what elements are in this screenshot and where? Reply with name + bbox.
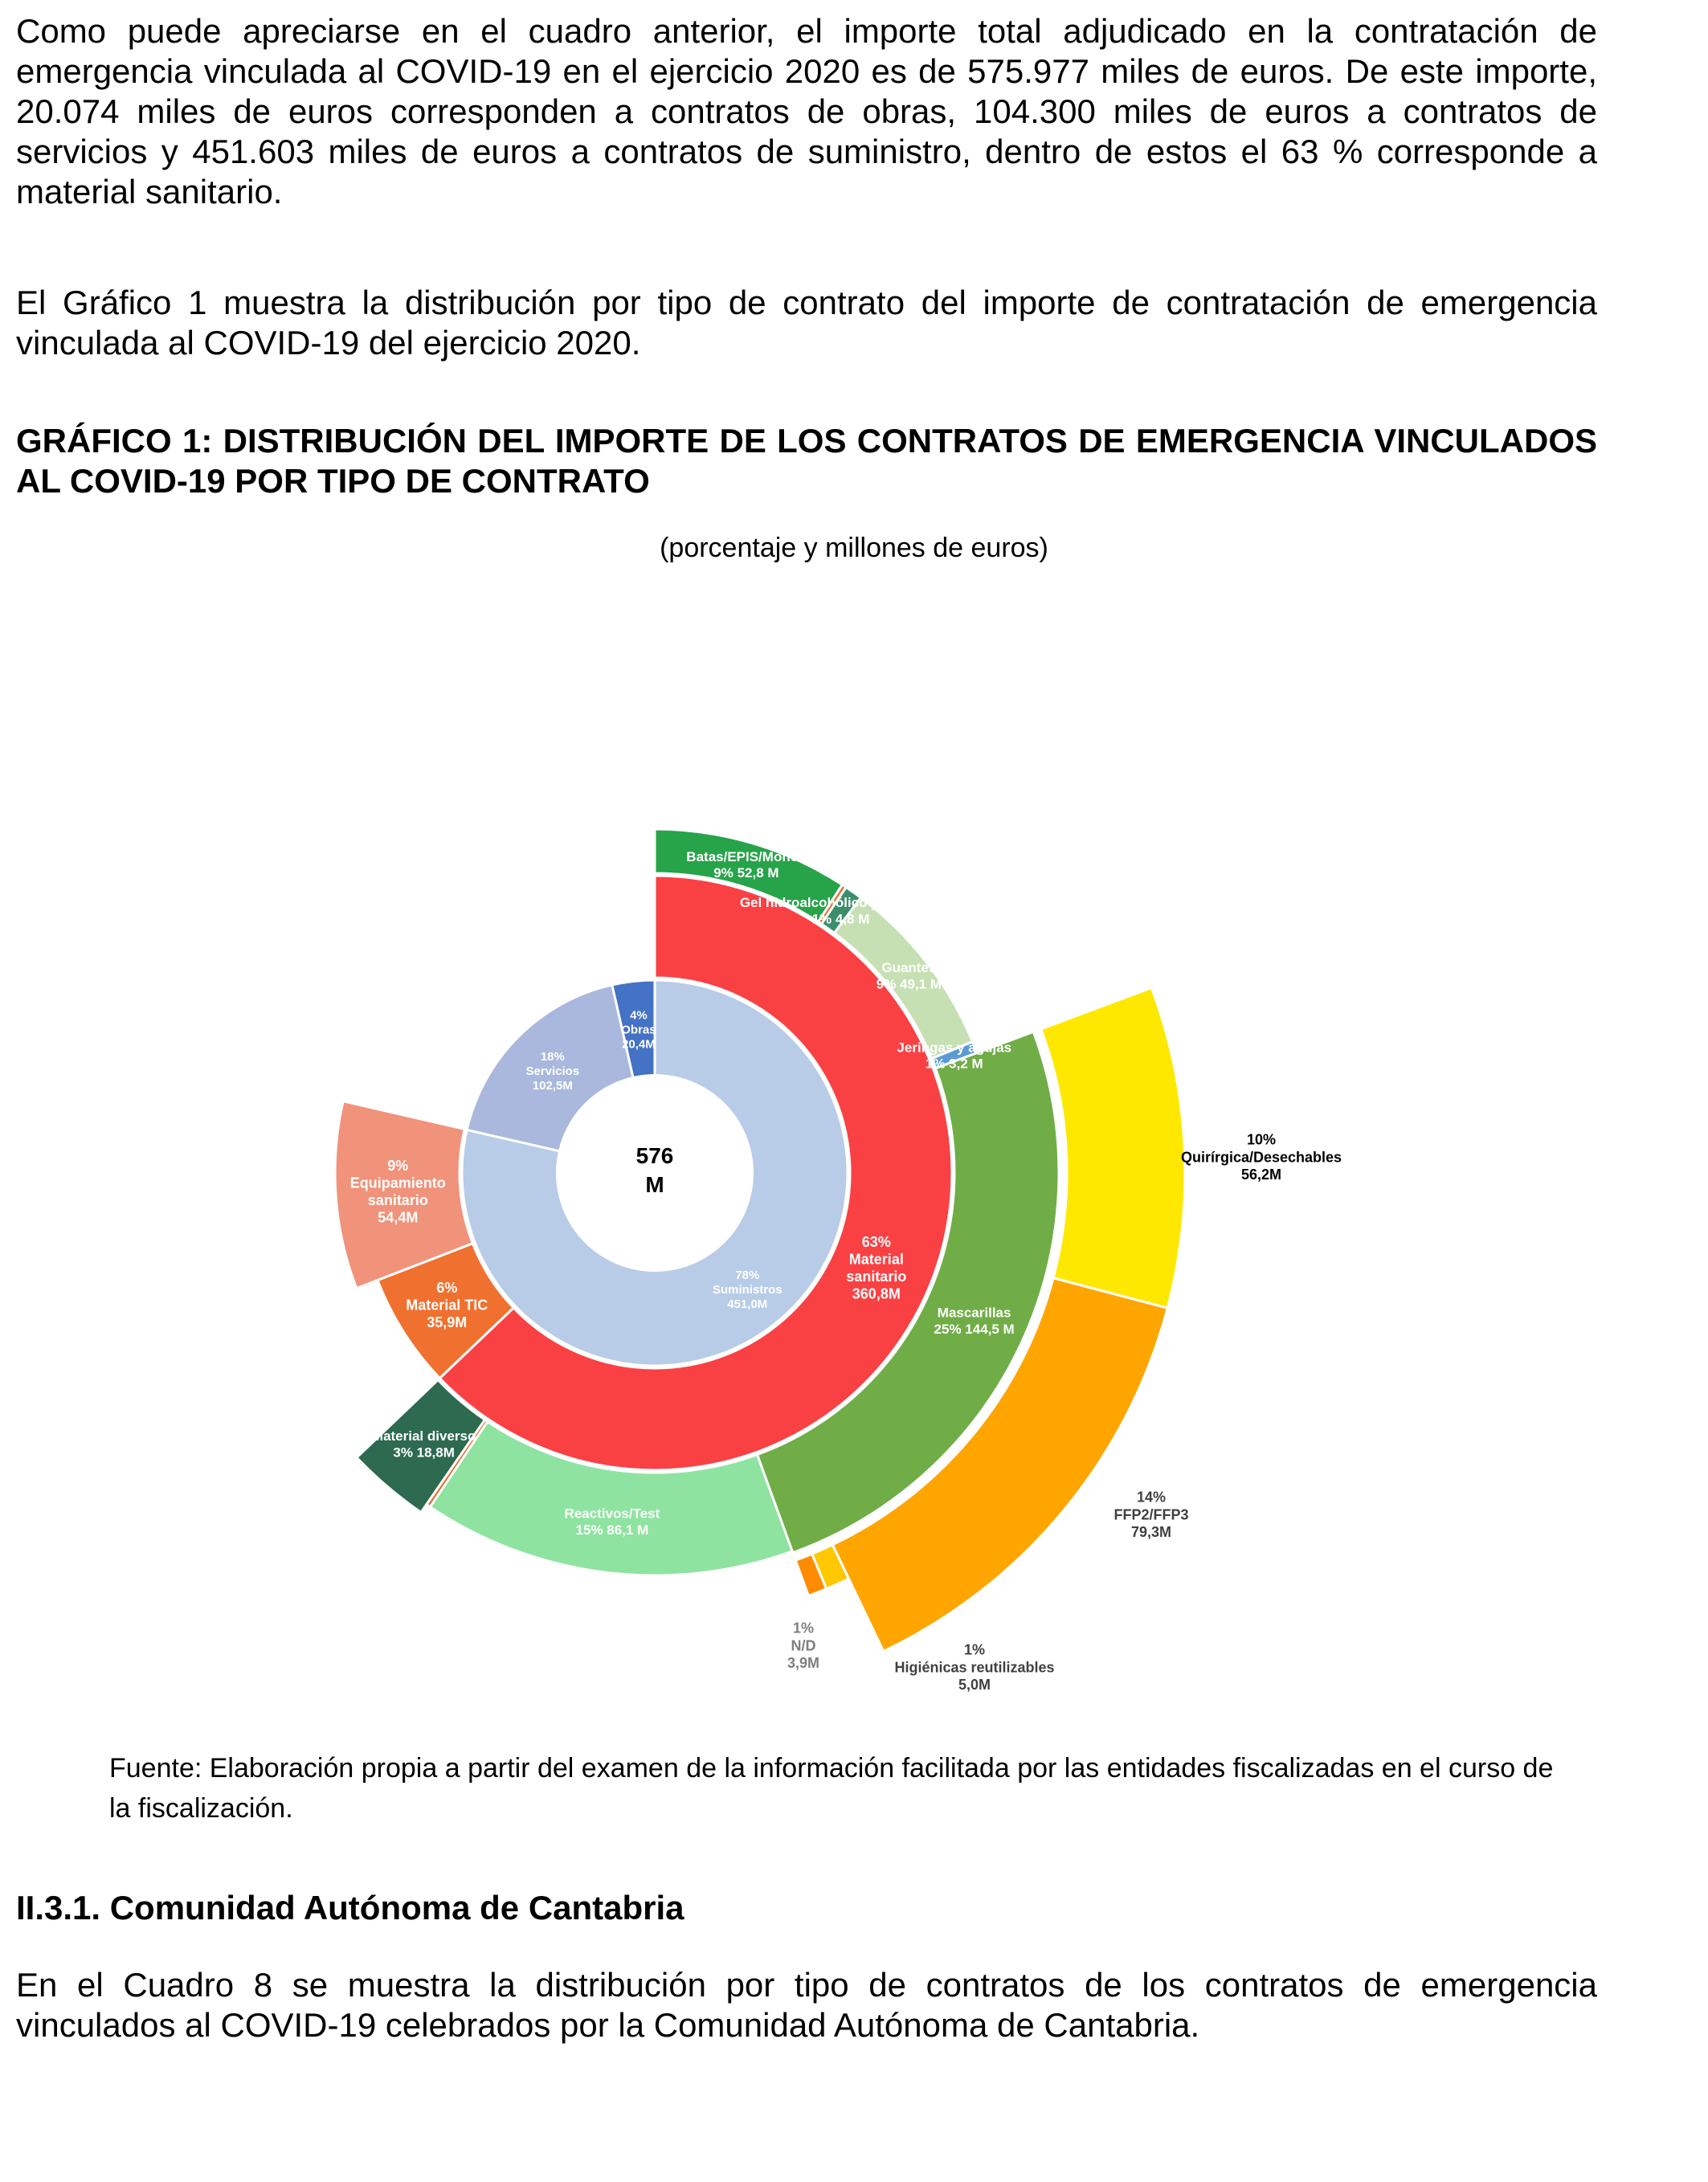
figure-subtitle: (porcentaje y millones de euros) [660,533,1048,563]
medical-material-diverso-label-line: 3% 18,8M [393,1444,455,1461]
medical-reactivos-test-label-line: 15% 86,1 M [575,1522,649,1538]
supply-material-tic-label-line: 6% [436,1279,458,1296]
supply-material-tic-label-line: 35,9M [427,1314,468,1331]
mask-n-d-label-line: N/D [791,1637,816,1654]
supply-material-label-line: 63% [861,1233,891,1250]
mask-n-d-label-line: 3,9M [787,1654,820,1671]
medical-batas-epis-monos-label-line: Batas/EPIS/Monos [686,848,807,864]
medical-reactivos-test-label-line: Reactivos/Test [564,1506,660,1522]
contract-type-suministros-label-line: Suministros [712,1282,782,1297]
mask-ffp2-ffp3-label-line: 79,3M [1130,1523,1172,1540]
contract-type-obras-label-line: 20,4M [622,1037,656,1052]
medical-guantes-label-line: 9% 49,1 M [876,976,942,992]
supply-material-label-line: Material [848,1251,904,1268]
supply-material-tic-label-line: Material TIC [406,1297,488,1314]
mask-ffp2-ffp3-label-line: FFP2/FFP3 [1113,1506,1189,1523]
contract-type-obras-label-line: Obras [621,1023,656,1037]
contract-type-servicios-label-line: 102,5M [532,1078,573,1093]
supply-equipamiento-label-line: 54,4M [378,1209,419,1226]
intro-paragraph-2: El Gráfico 1 muestra la distribución por tipo de contrato del importe de contratación de emergencia vinculada al COVID-19 del ejercicio 2020. [16,284,1597,362]
mask-quirirgica-desechables-label-line: 56,2M [1240,1166,1282,1183]
center-total-unit: M [645,1172,664,1197]
supply-equipamiento-label-line: sanitario [367,1191,428,1208]
medical-jeringas-y-agujas-label-line: Jeringas y agujas [897,1040,1012,1056]
center-total-value: 576 [635,1143,674,1168]
supply-equipamiento-label-line: 9% [387,1157,409,1174]
intro-paragraph-1: Como puede apreciarse en el cuadro anterior, el importe total adjudicado en la contratación de emergencia vinculada al COVID-19 en el ejercicio 2020 es de 575.977 miles de euros. De este importe, 20.074 miles de euros corresponden a contratos de obras, 104.300 miles de euros a contratos de servicios y 451.603 miles de euros a contratos de suministro, dentro de estos el 63 % corresponde a material sanitario. [16,12,1597,210]
mask-n-d-label-line: 1% [792,1620,815,1636]
supply-material-label-line: 360,8M [852,1285,901,1302]
mask-higienicas-reutilizables-label-line: 5,0M [958,1676,991,1693]
medical-mascarillas-label-line: Mascarillas [937,1305,1011,1321]
section-paragraph-1: En el Cuadro 8 se muestra la distribución por tipo de contratos de los contratos de emergencia vinculados al COVID-19 celebrados por la Comunidad Autónoma de Cantabria. [16,1966,1597,2044]
medical-batas-epis-monos-label-line: 9% 52,8 M [713,865,779,881]
mask-ffp2-ffp3-label-line: 14% [1136,1489,1167,1506]
contract-type-obras-label-line: 4% [630,1008,648,1023]
figure-title: GRÁFICO 1: DISTRIBUCIÓN DEL IMPORTE DE LOS CONTRATOS DE EMERGENCIA VINCULADOS AL COVID-19 POR TIPO DE CONTRATO [16,422,1597,500]
medical-jeringas-y-agujas-label-line: 1% 3,2 M [925,1056,983,1072]
contract-type-suministros-label-line: 78% [735,1268,760,1282]
figure-source-note: Fuente: Elaboración propia a partir del examen de la información facilitada por las entidades fiscalizadas en el curso de la fiscalización. [109,1753,1554,1824]
mask-quirirgica-desechables-segment [1041,987,1185,1308]
mask-quirirgica-desechables-label-line: 10% [1246,1131,1277,1148]
medical-gel-hidroalcoholico-y-similares-label-line: 1% 4,8 M [811,911,870,927]
medical-guantes-label-line: Guantes [881,960,937,976]
contract-type-servicios-label-line: 18% [540,1049,565,1064]
section-heading: II.3.1. Comunidad Autónoma de Cantabria [16,1889,684,1927]
medical-gel-hidroalcoholico-y-similares-label-line: Gel hidroalcohólico y similares [739,894,942,910]
mask-higienicas-reutilizables-label-line: 1% [963,1641,986,1658]
sunburst-chart [0,691,1708,1735]
supply-equipamiento-label-line: Equipamiento [349,1175,446,1191]
contract-type-servicios-label-line: Servicios [525,1064,580,1078]
medical-mascarillas-label-line: 25% 144,5 M [934,1321,1015,1337]
mask-quirirgica-desechables-label-line: Quirírgica/Desechables [1180,1149,1342,1166]
mask-higienicas-reutilizables-label-line: Higiénicas reutilizables [894,1659,1055,1676]
contract-type-suministros-label-line: 451,0M [727,1297,768,1311]
chart-segments [335,829,1185,1654]
supply-material-label-line: sanitario [846,1269,907,1285]
medical-material-diverso-label-line: Material diverso [371,1428,476,1444]
